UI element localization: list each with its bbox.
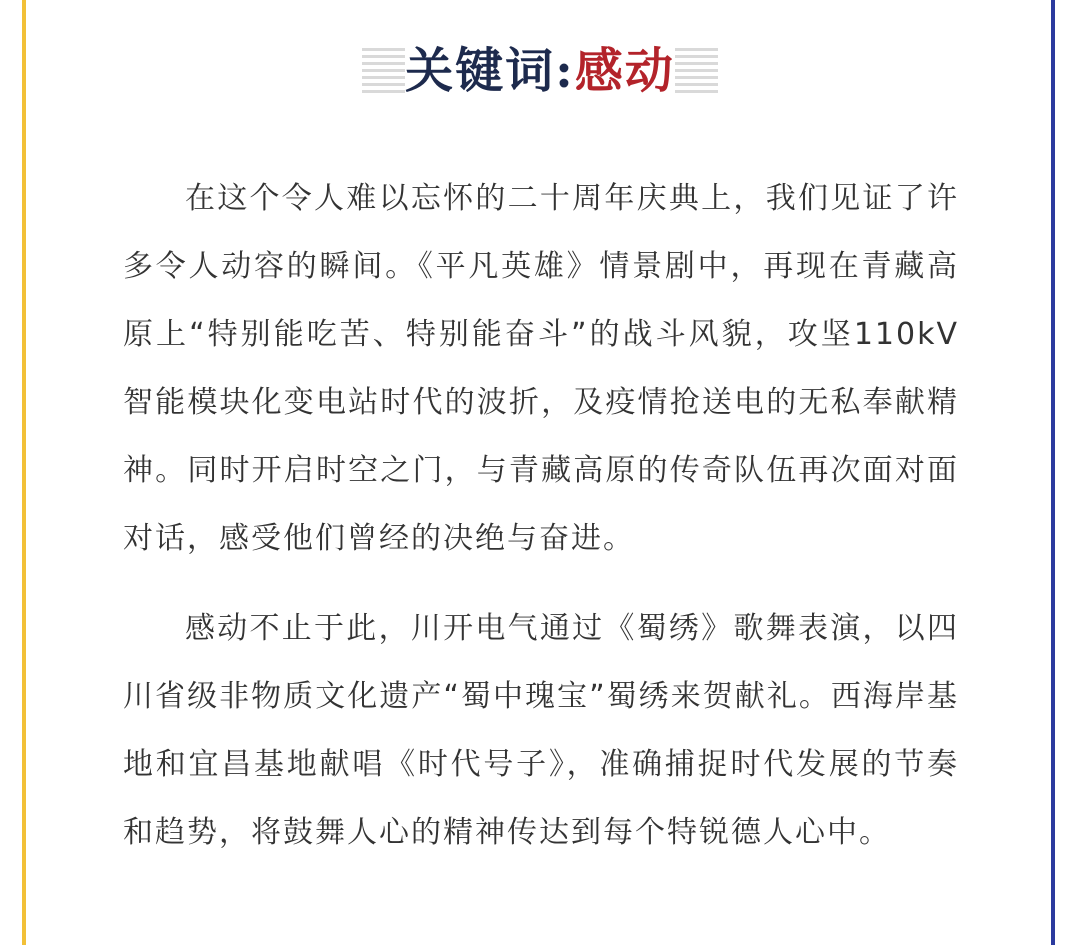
title-prefix: 关键词:	[405, 43, 575, 99]
right-border-line	[1051, 0, 1055, 945]
title-keyword: 感动	[574, 43, 675, 99]
left-border-line	[22, 0, 26, 945]
paragraph-1: 在这个令人难以忘怀的二十周年庆典上，我们见证了许多令人动容的瞬间。《平凡英雄》情景剧中，再现在青藏高原上“特别能吃苦、特别能奋斗”的战斗风貌，攻坚110kV智能模块化变电站时代的波折，及疫情抢送电的无私奉献精神。同时开启时空之门，与青藏高原的传奇队伍再次面对面对话，感受他们曾经的决绝与奋进。	[123, 181, 959, 556]
paragraph-2: 感动不止于此，川开电气通过《蜀绣》歌舞表演，以四川省级非物质文化遗产“蜀中瑰宝”蜀绣来贺献礼。西海岸基地和宜昌基地献唱《时代号子》，准确捕捉时代发展的节奏和趋势，将鼓舞人心的精神传达到每个特锐德人心中。	[123, 611, 959, 850]
title-text	[362, 40, 718, 102]
section-title	[362, 40, 718, 102]
article-body	[123, 165, 959, 867]
